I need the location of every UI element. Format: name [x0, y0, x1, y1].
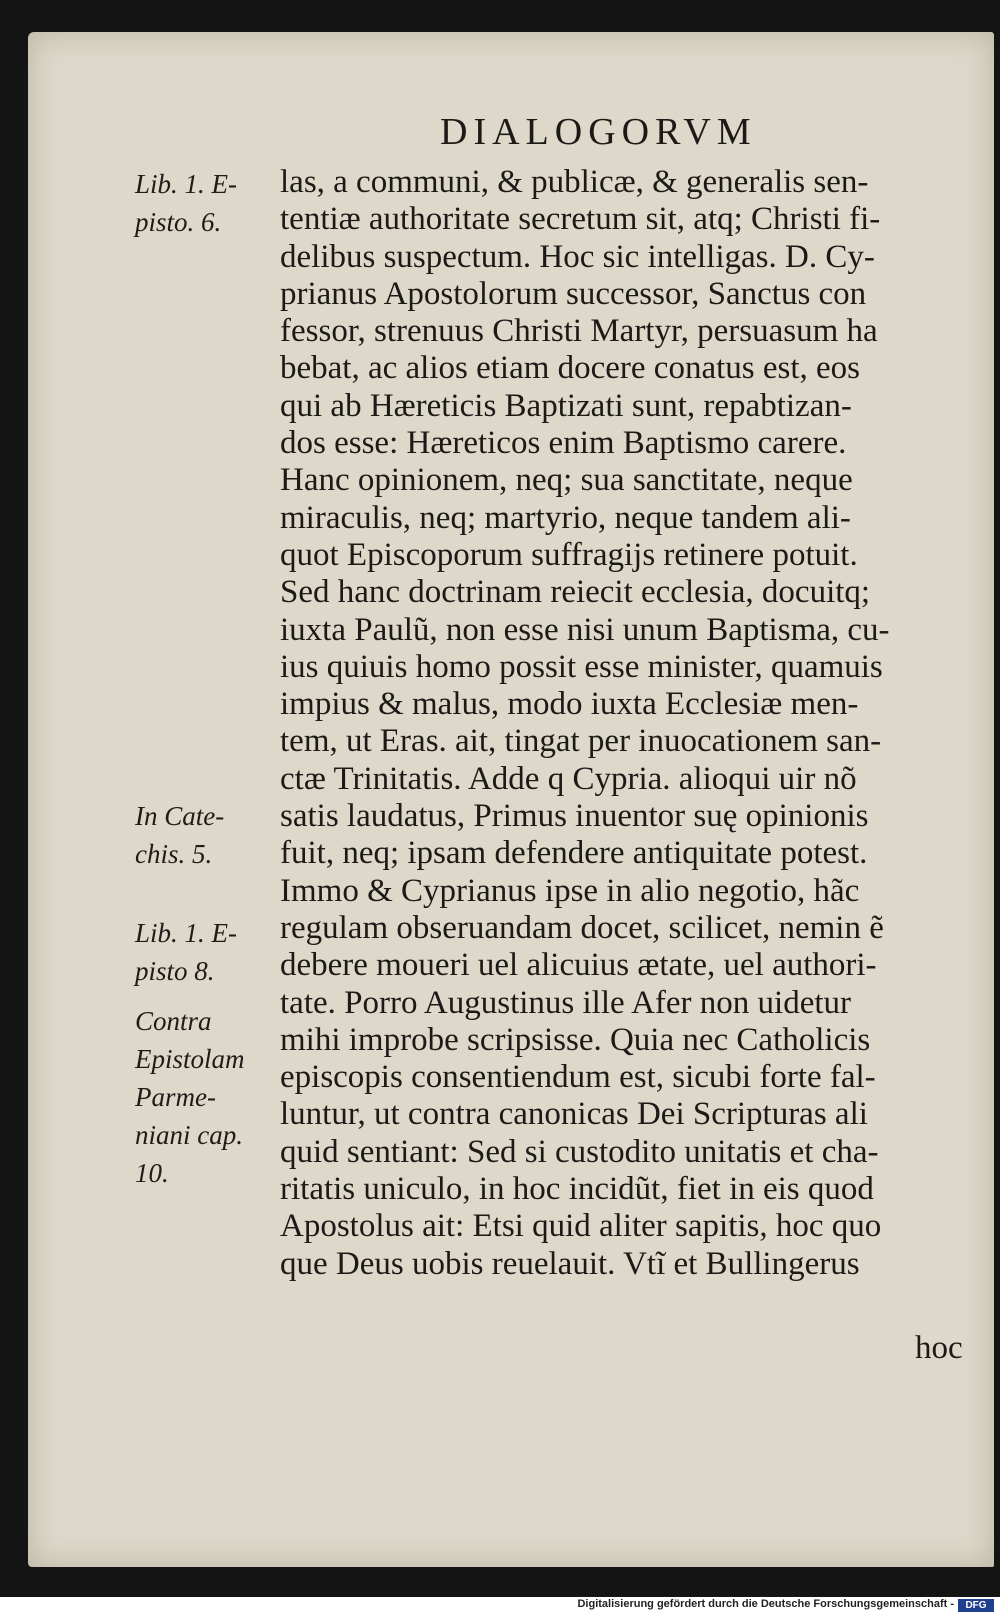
text-line: fessor, strenuus Christi Martyr, persuasum ha — [280, 313, 878, 350]
text-line: iuxta Paulũ, non esse nisi unum Baptisma, cu- — [280, 611, 890, 648]
text-line: que Deus uobis reuelauit. Vtĩ et Bullingerus — [280, 1245, 860, 1282]
text-line: ius quiuis homo possit esse minister, quamuis — [280, 648, 883, 685]
text-line: ritatis uniculo, in hoc incidũt, fiet in eis quod — [280, 1171, 874, 1208]
margin-note-3: Lib. 1. E- pisto 8. — [135, 918, 238, 986]
footer-credit: Digitalisierung gefördert durch die Deutsche Forschungsgemeinschaft - — [577, 1598, 954, 1610]
text-line: quid sentiant: Sed si custodito unitatis et cha- — [280, 1133, 879, 1170]
text-line: luntur, ut contra canonicas Dei Scripturas ali — [280, 1096, 868, 1133]
text-line: regulam obseruandam docet, scilicet, nemin ẽ — [280, 909, 884, 946]
text-line: prianus Apostolorum successor, Sanctus con — [280, 275, 867, 312]
text-line: ctæ Trinitatis. Adde q Cypria. alioqui uir nõ — [280, 760, 857, 797]
text-line: las, a communi, & publicæ, & generalis sen- — [280, 164, 869, 200]
margin-note-4: Contra Epistolam Parme- niani cap. 10. — [135, 1006, 245, 1188]
text-line: mihi improbe scripsisse. Quia nec Catholicis — [280, 1021, 871, 1058]
running-title: DIALOGORVM — [440, 111, 757, 153]
text-line: Immo & Cyprianus ipse in alio negotio, hãc — [280, 872, 860, 909]
text-line: Apostolus ait: Etsi quid aliter sapitis, hoc quo — [280, 1208, 882, 1245]
text-line: Hanc opinionem, neq; sua sanctitate, neque — [280, 462, 853, 499]
text-line: miraculis, neq; martyrio, neque tandem ali- — [280, 499, 851, 536]
text-line: fuit, neq; ipsam defendere antiquitate potest. — [280, 835, 868, 872]
text-line: impius & malus, modo iuxta Ecclesiæ men- — [280, 686, 859, 723]
text-line: tate. Porro Augustinus ille Afer non uidetur — [280, 984, 852, 1021]
text-line: episcopis consentiendum est, sicubi forte fal- — [280, 1059, 876, 1096]
text-line: debere moueri uel alicuius ætate, uel authori- — [280, 947, 877, 984]
text-line: satis laudatus, Primus inuentor suę opinionis — [280, 798, 869, 835]
dfg-logo-icon: DFG — [958, 1599, 994, 1612]
margin-note-2: In Cate- chis. 5. — [135, 801, 225, 869]
text-line: quot Episcoporum suffragijs retinere potuit. — [280, 536, 858, 573]
text-line: Sed hanc doctrinam reiecit ecclesia, docuitq; — [280, 574, 871, 611]
text-line: tem, ut Eras. ait, tingat per inuocationem san- — [280, 723, 882, 760]
text-line: bebat, ac alios etiam docere conatus est, eos — [280, 350, 861, 387]
catchword: hoc — [915, 1330, 963, 1366]
body-text — [280, 164, 980, 1283]
text-line: dos esse: Hæreticos enim Baptismo carere. — [280, 425, 847, 462]
margin-note-1: Lib. 1. E- pisto. 6. — [135, 169, 238, 237]
text-line: qui ab Hæreticis Baptizati sunt, repabtizan- — [280, 387, 852, 424]
text-line: tentiæ authoritate secretum sit, atq; Christi fi- — [280, 201, 881, 238]
text-line: delibus suspectum. Hoc sic intelligas. D. Cy- — [280, 238, 875, 275]
